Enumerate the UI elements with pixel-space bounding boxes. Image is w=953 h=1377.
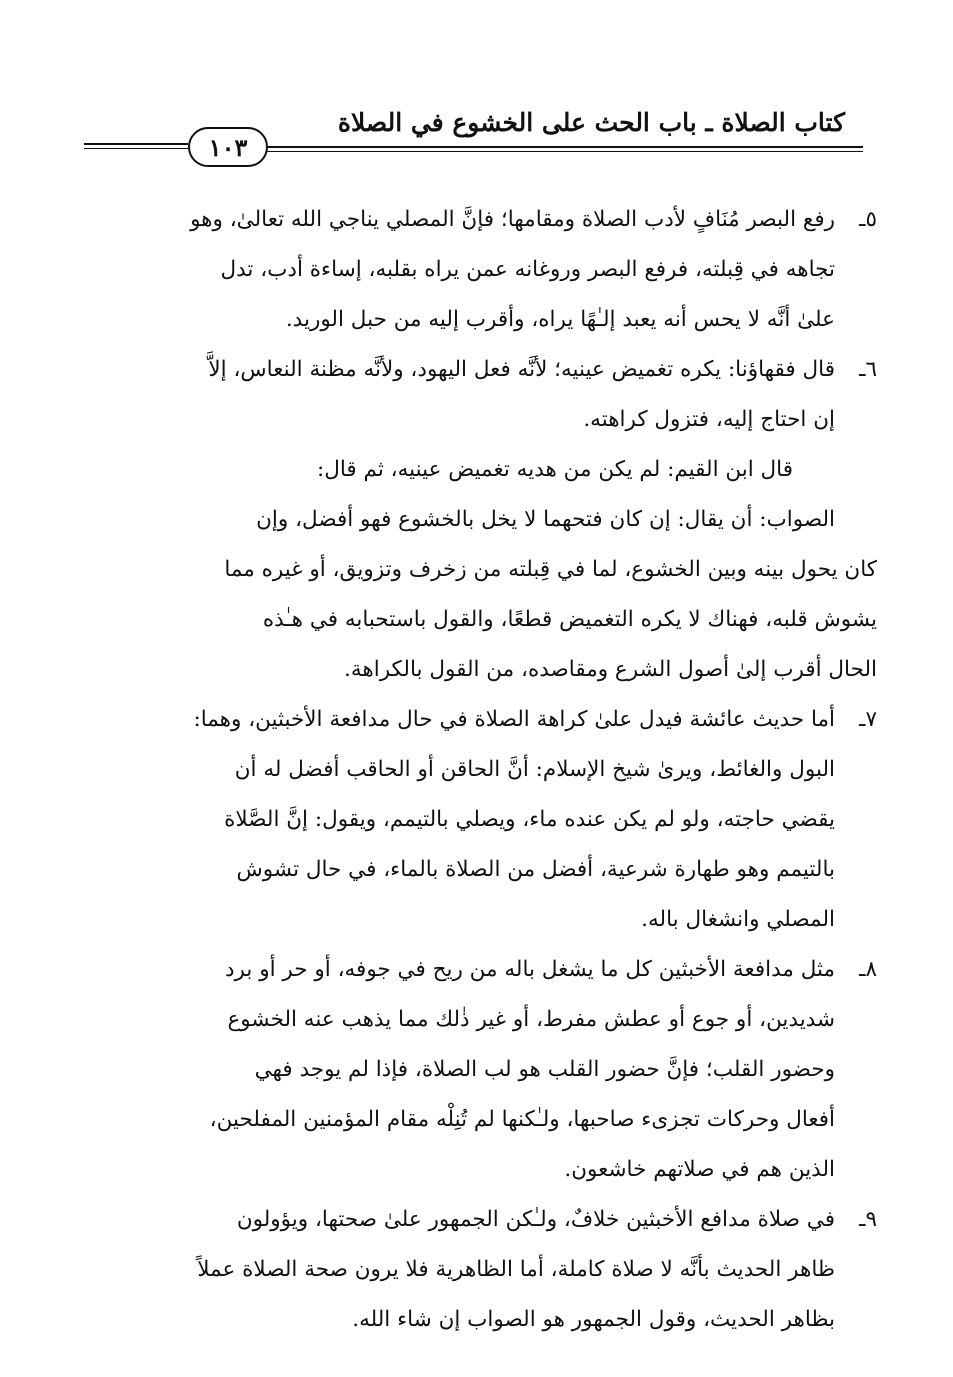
- item-number: ٦ـ: [859, 357, 877, 382]
- list-item: [72, 345, 877, 445]
- header-rule-right: [262, 146, 863, 148]
- header-rule-right-thin: [262, 151, 863, 152]
- text-line: في صلاة مدافع الأخبثين خلافٌ، ولـٰكن الجمهور علىٰ صحتها، ويؤولون: [236, 1207, 835, 1232]
- list-item: [72, 695, 877, 945]
- text-line: إن احتاج إليه، فتزول كراهته.: [583, 407, 835, 432]
- page-body: [72, 195, 877, 1345]
- text-line: وحضور القلب؛ فإنَّ حضور القلب هو لب الصلاة، فإذا لم يوجد فهي: [254, 1057, 835, 1082]
- text-line: شديدين، أو جوع أو عطش مفرط، أو غير ذٰلك مما يذهب عنه الخشوع: [227, 1007, 835, 1032]
- text-line: المصلي وانشغال باله.: [641, 907, 835, 932]
- header-rule-left: [84, 143, 188, 145]
- text-line: علىٰ أنَّه لا يحس أنه يعبد إلـٰهًا يراه، وأقرب إليه من حبل الوريد.: [285, 307, 835, 332]
- text-line: يقضي حاجته، ولو لم يكن عنده ماء، ويصلي بالتيمم، ويقول: إنَّ الصَّلاة: [224, 807, 835, 832]
- item-number: ٨ـ: [859, 957, 877, 982]
- text-line: أما حديث عائشة فيدل علىٰ كراهة الصلاة في حال مدافعة الأخبثين، وهما:: [193, 707, 835, 732]
- text-line: ظاهر الحديث بأنَّه لا صلاة كاملة، أما الظاهرية فلا يرون صحة الصلاة عملاً: [197, 1257, 835, 1282]
- list-item: [72, 1195, 877, 1345]
- item-number: ٩ـ: [859, 1207, 877, 1232]
- list-item: [72, 945, 877, 1195]
- text-line: الصواب: أن يقال: إن كان فتحهما لا يخل بالخشوع فهو أفضل، وإن: [256, 507, 835, 532]
- text-line: كان يحول بينه وبين الخشوع، لما في قِبلته من زخرف وتزويق، أو غيره مما: [224, 557, 877, 582]
- header-rule-left-thin: [84, 148, 188, 149]
- page-number-badge: [188, 127, 268, 167]
- text-line: رفع البصر مُنَافٍ لأدب الصلاة ومقامها؛ فإنَّ المصلي يناجي الله تعالىٰ، وهو: [190, 207, 835, 232]
- text-line: أفعال وحركات تجزىء صاحبها، ولـٰكنها لم تُنِلْه مقام المؤمنين المفلحين،: [209, 1107, 835, 1132]
- quote-paragraph: [72, 495, 877, 695]
- text-line: بظاهر الحديث، وقول الجمهور هو الصواب إن شاء الله.: [352, 1307, 835, 1332]
- text-line: يشوش قلبه، فهناك لا يكره التغميض قطعًا، والقول باستحبابه في هـٰذه: [262, 607, 877, 632]
- text-line: تجاهه في قِبلته، فرفع البصر وروغانه عمن يراه بقلبه، إساءة أدب، تدل: [220, 257, 835, 282]
- text-line: قال فقهاؤنا: يكره تغميض عينيه؛ لأنَّه فعل اليهود، ولأنَّه مظنة النعاس، إلاَّ: [208, 357, 835, 382]
- text-line: البول والغائط، ويرىٰ شيخ الإسلام: أنَّ الحاقن أو الحاقب أفضل له أن: [234, 757, 835, 782]
- list-item: [72, 195, 877, 345]
- text-line: مثل مدافعة الأخبثين كل ما يشغل باله من ريح في جوفه، أو حر أو برد: [224, 957, 835, 982]
- quote-intro: [72, 445, 877, 495]
- text-line: الذين هم في صلاتهم خاشعون.: [564, 1157, 835, 1182]
- item-number: ٧ـ: [859, 707, 877, 732]
- text-line: بالتيمم وهو طهارة شرعية، أفضل من الصلاة بالماء، في حال تشوش: [236, 857, 835, 882]
- page-number: ١٠٣: [208, 132, 248, 162]
- item-number: ٥ـ: [859, 207, 877, 232]
- text-line: قال ابن القيم: لم يكن من هديه تغميض عينيه، ثم قال:: [316, 457, 793, 482]
- text-line: الحال أقرب إلىٰ أصول الشرع ومقاصده، من القول بالكراهة.: [344, 657, 877, 682]
- running-header-title: كتاب الصلاة ـ باب الحث على الخشوع في الصلاة: [337, 108, 845, 137]
